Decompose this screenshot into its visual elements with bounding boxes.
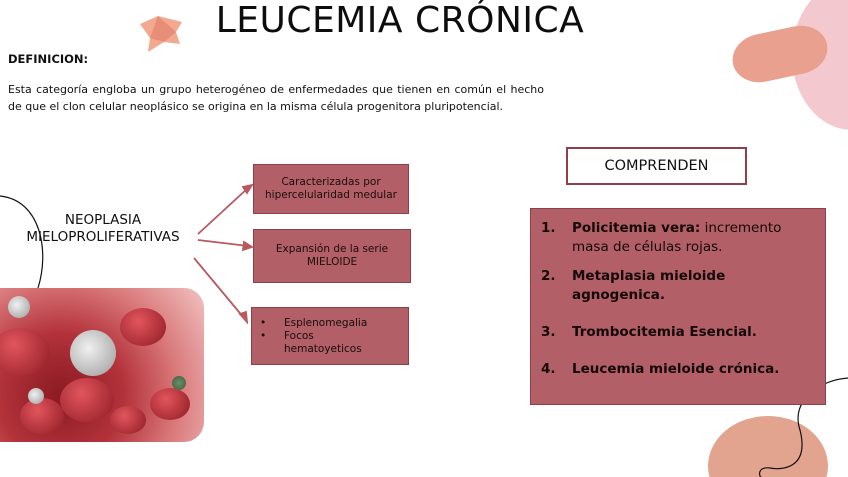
feature-box-1-text: Caracterizadas por hipercelularidad medular <box>265 176 397 201</box>
list-text: Leucemia mieloide crónica. <box>572 361 780 377</box>
feature-box-expansion <box>253 229 411 283</box>
list-text: Policitemia vera: incremento masa de células rojas. <box>572 220 782 255</box>
list-number: 3. <box>541 324 556 340</box>
list-number: 2. <box>541 268 556 284</box>
list-item <box>541 219 815 257</box>
list-item-text: hematoyeticos <box>284 342 362 355</box>
list-item <box>260 330 367 343</box>
list-number: 4. <box>541 361 556 377</box>
list-number: 1. <box>541 220 556 236</box>
feature-box-esplenomegalia <box>251 307 409 365</box>
definition-text: Esta categoría engloba un grupo heterogéneo de enfermedades que tienen en común el hecho de que el clon celular neoplásico se origina en la misma célula progenitora pluripotencial. <box>8 83 544 113</box>
list-item <box>260 343 367 356</box>
blood-cells-image <box>0 288 204 442</box>
definition-label: DEFINICION: <box>8 52 89 66</box>
list-item <box>260 317 367 330</box>
comprenden-list <box>530 208 826 405</box>
list-text: Trombocitemia Esencial. <box>572 324 757 340</box>
list-item-text: Focos <box>284 329 314 342</box>
feature-box-hipercelularidad <box>253 164 409 214</box>
feature-box-3-list <box>260 317 367 356</box>
neoplasia-heading <box>8 212 198 246</box>
neoplasia-line-2: MIELOPROLIFERATIVAS <box>26 229 180 245</box>
list-item <box>541 267 815 305</box>
feature-box-2-text: Expansión de la serie MIELOIDE <box>275 243 389 268</box>
comprenden-label: COMPRENDEN <box>566 147 747 185</box>
bullet-icon: • <box>260 329 267 342</box>
list-text: Metaplasia mieloide agnogenica. <box>572 268 726 303</box>
list-item <box>541 323 815 342</box>
list-item <box>541 360 815 379</box>
bullet-icon: • <box>260 316 267 329</box>
page-title: LEUCEMIA CRÓNICA <box>215 0 585 41</box>
neoplasia-line-1: NEOPLASIA <box>64 212 142 228</box>
list-item-text: Esplenomegalia <box>284 316 368 329</box>
list-indent <box>260 343 284 356</box>
